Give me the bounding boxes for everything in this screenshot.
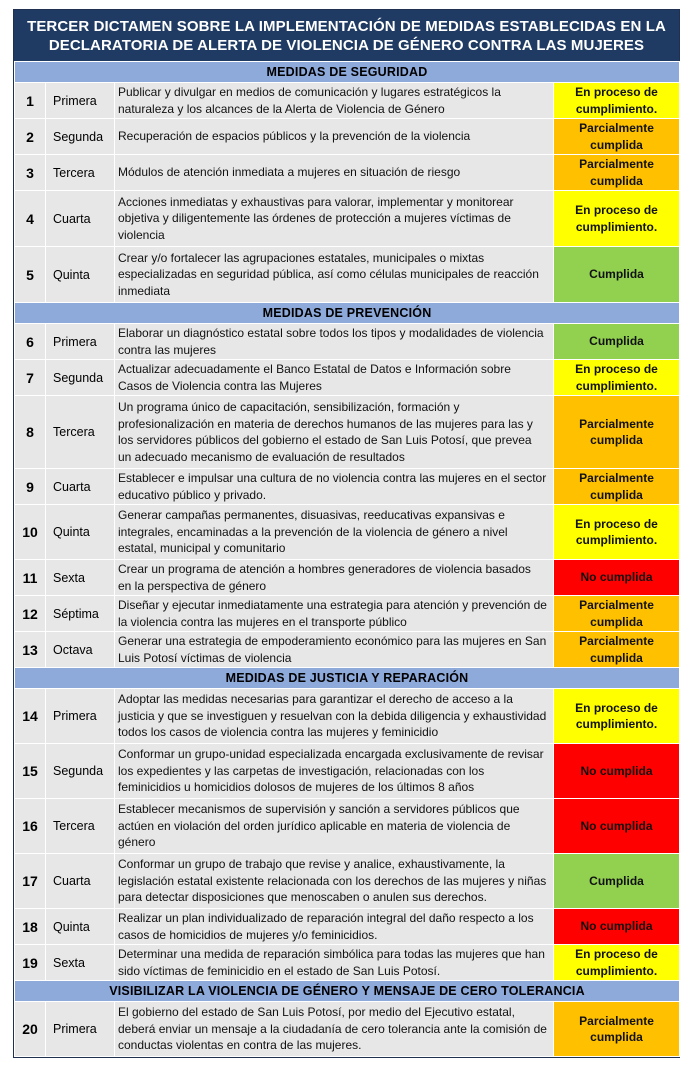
- measure-number: 18: [15, 909, 46, 945]
- measure-description: Establecer e impulsar una cultura de no violencia contra las mujeres en el sector educativo público y privado.: [115, 469, 554, 505]
- measure-description: Acciones inmediatas y exhaustivas para valorar, implementar y monitorear objetiva y diligentemente las órdenes de protección a mujeres víctimas de violencia: [115, 191, 554, 247]
- table-row: [15, 596, 680, 632]
- measure-status: Cumplida: [554, 324, 680, 360]
- measure-description: Actualizar adecuadamente el Banco Estatal de Datos e Información sobre Casos de Violencia contra las Mujeres: [115, 360, 554, 396]
- measure-status: En proceso de cumplimiento.: [554, 689, 680, 744]
- measure-description: Adoptar las medidas necesarias para garantizar el derecho de acceso a la justicia y que se investiguen y resuelvan con la debida diligencia y exhaustividad todos los casos de violencia contra las mujeres y feminicidio: [115, 689, 554, 744]
- measure-description: Conformar un grupo de trabajo que revise y analice, exhaustivamente, la legislación estatal existente relacionada con los derechos de las mujeres y niñas para detectar disposiciones que menoscaben o anulen sus derechos.: [115, 854, 554, 909]
- measure-number: 6: [15, 324, 46, 360]
- measure-status: Parcialmente cumplida: [554, 119, 680, 155]
- table-row: [15, 191, 680, 247]
- measure-number: 12: [15, 596, 46, 632]
- table-row: [15, 854, 680, 909]
- section-heading: MEDIDAS DE SEGURIDAD: [15, 62, 680, 83]
- measure-description: Crear y/o fortalecer las agrupaciones estatales, municipales o mixtas especializadas en seguridad pública, así como células municipales de reacción inmediata: [115, 247, 554, 303]
- table-title: TERCER DICTAMEN SOBRE LA IMPLEMENTACIÓN DE MEDIDAS ESTABLECIDAS EN LA DECLARATORIA DE ALERTA DE VIOLENCIA DE GÉNERO CONTRA LAS MUJERES: [14, 10, 679, 61]
- measure-status: En proceso de cumplimiento.: [554, 505, 680, 560]
- measure-description: Recuperación de espacios públicos y la prevención de la violencia: [115, 119, 554, 155]
- measure-status: Cumplida: [554, 854, 680, 909]
- measure-ordinal: Primera: [46, 689, 115, 744]
- table-row: [15, 155, 680, 191]
- measure-status: En proceso de cumplimiento.: [554, 83, 680, 119]
- measures-table: [14, 61, 680, 1057]
- measure-ordinal: Tercera: [46, 155, 115, 191]
- dictamen-table-container: [13, 9, 680, 1058]
- measure-number: 7: [15, 360, 46, 396]
- section-header-row: [15, 668, 680, 689]
- measure-status: Parcialmente cumplida: [554, 1002, 680, 1057]
- measure-ordinal: Tercera: [46, 396, 115, 469]
- measure-description: Elaborar un diagnóstico estatal sobre todos los tipos y modalidades de violencia contra las mujeres: [115, 324, 554, 360]
- table-row: [15, 689, 680, 744]
- measure-number: 9: [15, 469, 46, 505]
- measure-number: 10: [15, 505, 46, 560]
- measure-ordinal: Cuarta: [46, 469, 115, 505]
- table-row: [15, 360, 680, 396]
- table-row: [15, 119, 680, 155]
- measure-number: 5: [15, 247, 46, 303]
- measure-ordinal: Segunda: [46, 744, 115, 799]
- measure-ordinal: Primera: [46, 324, 115, 360]
- table-row: [15, 909, 680, 945]
- table-row: [15, 945, 680, 981]
- measure-status: Parcialmente cumplida: [554, 469, 680, 505]
- table-row: [15, 469, 680, 505]
- measure-ordinal: Quinta: [46, 247, 115, 303]
- measure-number: 14: [15, 689, 46, 744]
- measure-status: Parcialmente cumplida: [554, 396, 680, 469]
- measure-ordinal: Primera: [46, 83, 115, 119]
- table-row: [15, 1002, 680, 1057]
- measure-ordinal: Quinta: [46, 505, 115, 560]
- measure-ordinal: Sexta: [46, 560, 115, 596]
- measure-description: Publicar y divulgar en medios de comunicación y lugares estratégicos la naturaleza y los alcances de la Alerta de Violencia de Género: [115, 83, 554, 119]
- measure-status: Parcialmente cumplida: [554, 155, 680, 191]
- measure-number: 20: [15, 1002, 46, 1057]
- measure-description: Crear un programa de atención a hombres generadores de violencia basados en la perspectiva de género: [115, 560, 554, 596]
- table-row: [15, 632, 680, 668]
- measure-status: No cumplida: [554, 560, 680, 596]
- measure-description: El gobierno del estado de San Luis Potosí, por medio del Ejecutivo estatal, deberá enviar un mensaje a la ciudadanía de cero tolerancia ante la comisión de conductas violentas en contra de las mujeres.: [115, 1002, 554, 1057]
- measure-status: Cumplida: [554, 247, 680, 303]
- table-row: [15, 247, 680, 303]
- table-row: [15, 324, 680, 360]
- measure-status: En proceso de cumplimiento.: [554, 191, 680, 247]
- measure-status: No cumplida: [554, 744, 680, 799]
- measure-description: Establecer mecanismos de supervisión y sanción a servidores públicos que actúen en violación del orden jurídico aplicable en materia de violencia de género: [115, 799, 554, 854]
- section-heading: VISIBILIZAR LA VIOLENCIA DE GÉNERO Y MENSAJE DE CERO TOLERANCIA: [15, 981, 680, 1002]
- measure-status: Parcialmente cumplida: [554, 632, 680, 668]
- table-row: [15, 560, 680, 596]
- measure-number: 17: [15, 854, 46, 909]
- measure-ordinal: Sexta: [46, 945, 115, 981]
- measure-status: En proceso de cumplimiento.: [554, 945, 680, 981]
- section-header-row: [15, 303, 680, 324]
- measure-description: Generar campañas permanentes, disuasivas, reeducativas expansivas e integrales, encaminadas a la prevención de la violencia de género a nivel estatal, municipal y comunitario: [115, 505, 554, 560]
- measure-ordinal: Séptima: [46, 596, 115, 632]
- table-row: [15, 83, 680, 119]
- measure-status: No cumplida: [554, 799, 680, 854]
- measure-description: Conformar un grupo-unidad especializada encargada exclusivamente de revisar los expedientes y las carpetas de investigación, relacionadas con los feminicidios u homicidios dolosos de mujeres de los últimos 8 años: [115, 744, 554, 799]
- measures-table-body: [15, 62, 680, 1057]
- measure-number: 8: [15, 396, 46, 469]
- measure-number: 11: [15, 560, 46, 596]
- measure-number: 2: [15, 119, 46, 155]
- section-heading: MEDIDAS DE JUSTICIA Y REPARACIÓN: [15, 668, 680, 689]
- measure-status: En proceso de cumplimiento.: [554, 360, 680, 396]
- measure-ordinal: Segunda: [46, 360, 115, 396]
- measure-description: Un programa único de capacitación, sensibilización, formación y profesionalización en materia de derechos humanos de las mujeres para las y los servidores públicos del gobierno el estado de San Luis Potosí, que prevea un adecuado mecanismo de evaluación de resultados: [115, 396, 554, 469]
- section-header-row: [15, 62, 680, 83]
- measure-number: 1: [15, 83, 46, 119]
- measure-number: 15: [15, 744, 46, 799]
- measure-ordinal: Cuarta: [46, 854, 115, 909]
- table-row: [15, 799, 680, 854]
- measure-ordinal: Cuarta: [46, 191, 115, 247]
- measure-ordinal: Tercera: [46, 799, 115, 854]
- measure-status: Parcialmente cumplida: [554, 596, 680, 632]
- measure-status: No cumplida: [554, 909, 680, 945]
- measure-number: 16: [15, 799, 46, 854]
- measure-number: 13: [15, 632, 46, 668]
- measure-ordinal: Octava: [46, 632, 115, 668]
- measure-number: 4: [15, 191, 46, 247]
- measure-description: Realizar un plan individualizado de reparación integral del daño respecto a los casos de homicidios de mujeres y/o feminicidios.: [115, 909, 554, 945]
- section-header-row: [15, 981, 680, 1002]
- measure-ordinal: Primera: [46, 1002, 115, 1057]
- measure-description: Módulos de atención inmediata a mujeres en situación de riesgo: [115, 155, 554, 191]
- measure-number: 19: [15, 945, 46, 981]
- table-row: [15, 396, 680, 469]
- measure-description: Generar una estrategia de empoderamiento económico para las mujeres en San Luis Potosí víctimas de violencia: [115, 632, 554, 668]
- table-row: [15, 744, 680, 799]
- measure-number: 3: [15, 155, 46, 191]
- measure-description: Determinar una medida de reparación simbólica para todas las mujeres que han sido víctimas de feminicidio en el estado de San Luis Potosí.: [115, 945, 554, 981]
- measure-ordinal: Quinta: [46, 909, 115, 945]
- measure-ordinal: Segunda: [46, 119, 115, 155]
- section-heading: MEDIDAS DE PREVENCIÓN: [15, 303, 680, 324]
- measure-description: Diseñar y ejecutar inmediatamente una estrategia para atención y prevención de la violencia contra las mujeres en el transporte público: [115, 596, 554, 632]
- table-row: [15, 505, 680, 560]
